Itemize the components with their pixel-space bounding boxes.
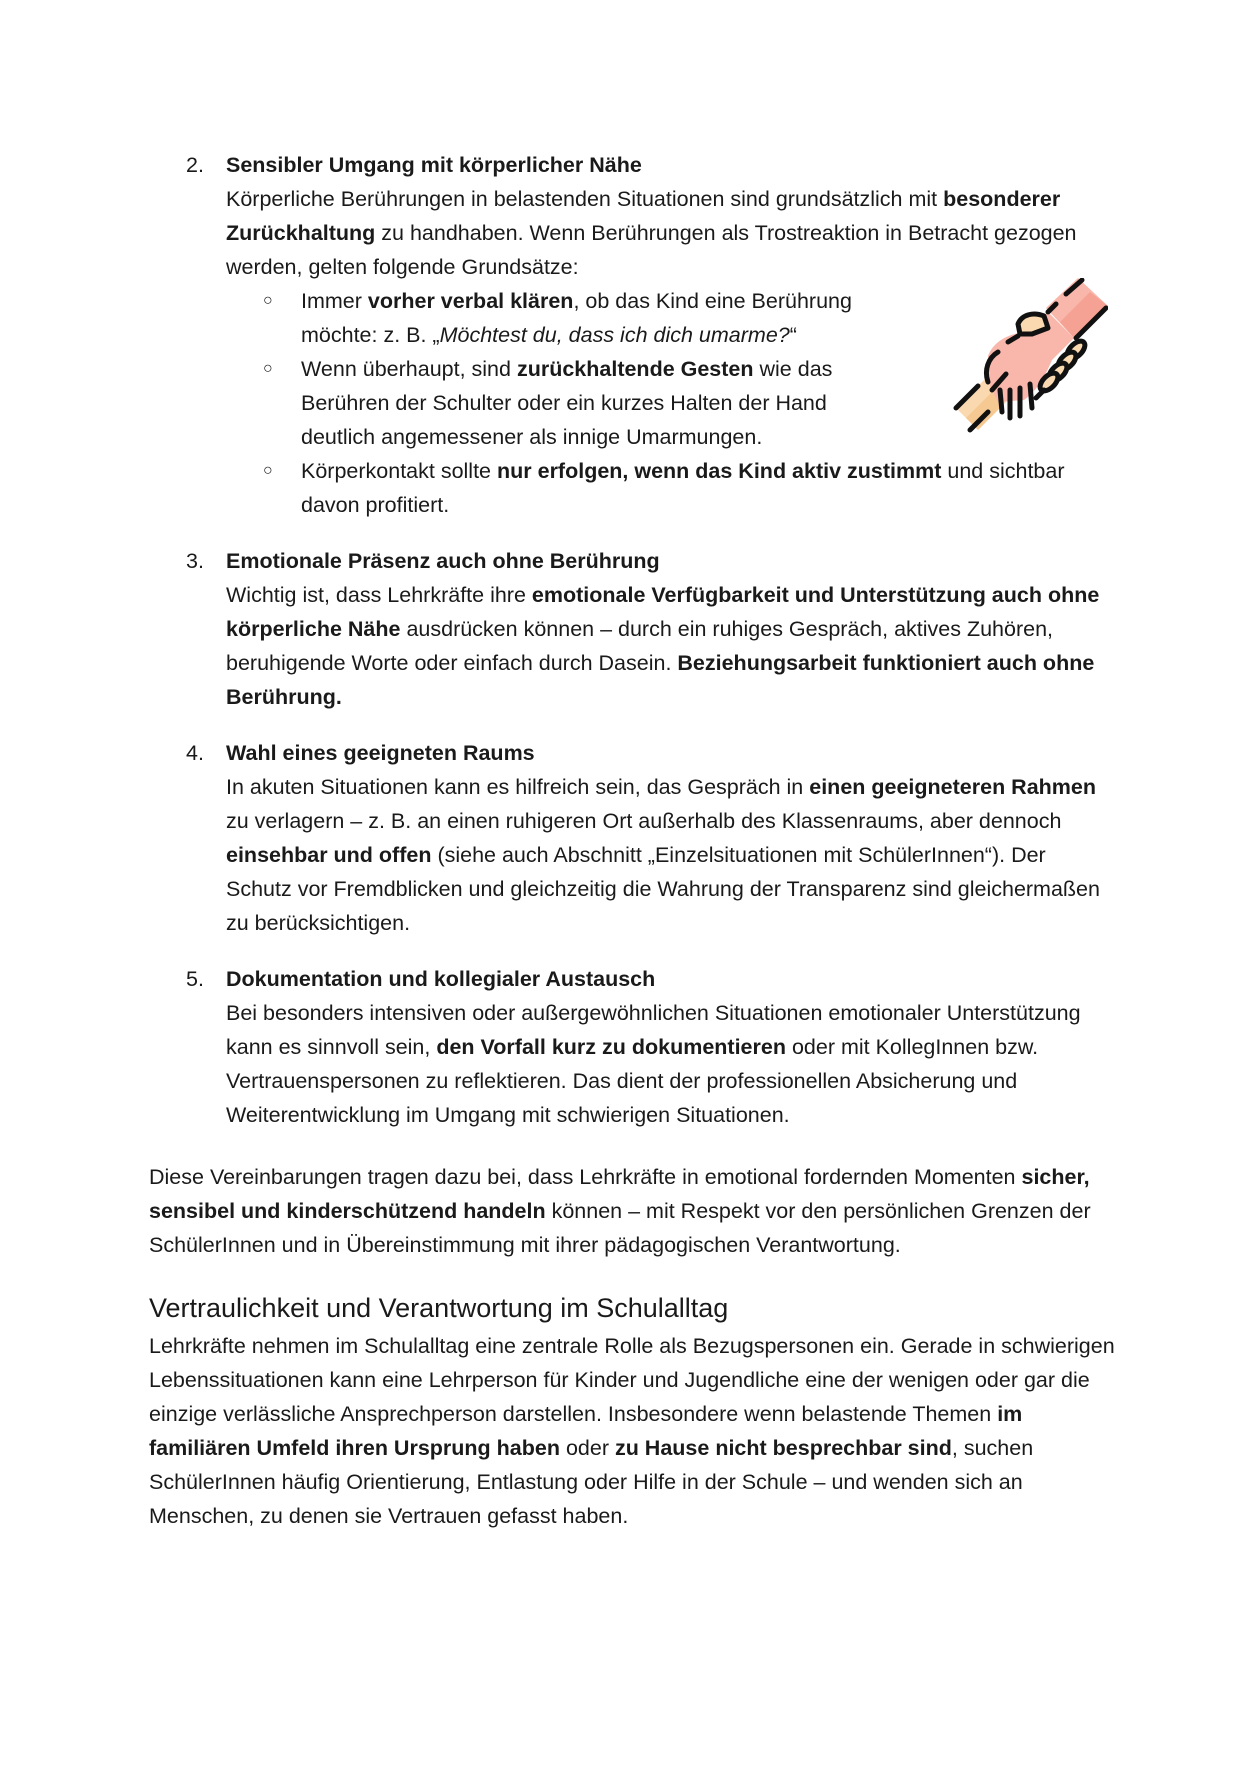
item-body [226, 996, 1116, 1132]
text-run: “ [789, 323, 797, 347]
text-run: oder mit KollegInnen bzw. Vertrauenspersonen zu reflektieren. Das dient der professionellen Absicherung und Weiterentwicklung im Umgang mit schwierigen Situationen. [226, 1035, 1039, 1127]
text-run: Wichtig ist, dass Lehrkräfte ihre [226, 583, 532, 607]
bold-run: einen geeigneteren Rahmen [809, 775, 1096, 799]
bold-run: zurückhaltende Gesten [516, 357, 754, 381]
section-heading: Vertraulichkeit und Verantwortung im Schulalltag [149, 1293, 729, 1323]
helping-hands-icon [948, 278, 1108, 438]
text-run: In akuten Situationen kann es hilfreich sein, das Gespräch in [226, 775, 810, 799]
section-paragraph [149, 1329, 1129, 1533]
bold-run: sicher, sensibel und kinderschützend handeln [149, 1165, 1090, 1223]
bold-run: zu Hause nicht besprechbar sind [614, 1436, 952, 1460]
thumb-shape [1018, 314, 1048, 334]
item-number: 2. [186, 153, 204, 177]
text-run: , suchen SchülerInnen häufig Orientierung, Entlastung oder Hilfe in der Schule – und wenden sich an Menschen, zu denen sie Vertrauen gefasst haben. [149, 1436, 1034, 1528]
bold-run: vorher verbal klären [367, 289, 574, 313]
item-body [226, 770, 1116, 940]
item-number: 5. [186, 967, 204, 991]
bold-run: nur erfolgen, wenn das Kind aktiv zustimmt [497, 459, 942, 483]
text-run: Wenn überhaupt, sind [301, 357, 517, 381]
text-run: Bei besonders intensiven oder außergewöhnlichen Situationen emotionaler Unterstützung kann es sinnvoll sein, [226, 1001, 1081, 1059]
bold-run: einsehbar und offen [226, 843, 432, 867]
list-item [186, 962, 1116, 1132]
hollow-bullet-icon: ○ [263, 462, 273, 479]
bold-run: emotionale Verfügbarkeit und Unterstützung auch ohne körperliche Nähe [226, 583, 1100, 641]
item-title: Sensibler Umgang mit körperlicher Nähe [226, 153, 642, 177]
text-run: Immer [301, 289, 368, 313]
text-run: Körperliche Berührungen in belastenden Situationen sind grundsätzlich mit [226, 187, 944, 211]
text-run: und sichtbar davon profitiert. [301, 459, 1065, 517]
text-run: können – mit Respekt vor den persönlichen Grenzen der SchülerInnen und in Übereinstimmung mit ihrer pädagogischen Verantwortung. [149, 1199, 1091, 1257]
item-number: 4. [186, 741, 204, 765]
item-title: Wahl eines geeigneten Raums [226, 741, 535, 765]
bold-run: besonderer Zurückhaltung [226, 187, 1061, 245]
text-run: Körperkontakt sollte [301, 459, 497, 483]
hollow-bullet-icon: ○ [263, 360, 273, 377]
item-body [226, 578, 1116, 714]
bold-run: den Vorfall kurz zu dokumentieren [436, 1035, 786, 1059]
list-item [186, 736, 1116, 940]
italic-quote: Möchtest du, dass ich dich umarme? [439, 323, 790, 347]
text-run: zu handhaben. Wenn Berührungen als Trostreaktion in Betracht gezogen werden, gelten folgende Grundsätze: [226, 221, 1077, 279]
bold-run: Beziehungsarbeit funktioniert auch ohne Berührung. [226, 651, 1095, 709]
sub-list-item [226, 454, 1116, 522]
text-run: Diese Vereinbarungen tragen dazu bei, dass Lehrkräfte in emotional fordernden Momenten [149, 1165, 1022, 1189]
text-run: (siehe auch Abschnitt „Einzelsituationen mit SchülerInnen“). Der Schutz vor Fremdblicken und gleichzeitig die Wahrung der Transparenz sind gleichermaßen zu berücksichtigen. [226, 843, 1100, 935]
sub-list-item [226, 284, 891, 352]
item-number: 3. [186, 549, 204, 573]
item-body [226, 182, 1116, 284]
closing-paragraph [149, 1160, 1129, 1262]
sub-list-item [226, 352, 891, 454]
text-run: zu verlagern – z. B. an einen ruhigeren Ort außerhalb des Klassenraums, aber dennoch [226, 809, 1062, 833]
list-item [186, 544, 1116, 714]
bold-run: im familiären Umfeld ihren Ursprung haben [149, 1402, 1023, 1460]
text-run: wie das Berühren der Schulter oder ein kurzes Halten der Hand deutlich angemessener als innige Umarmungen. [301, 357, 833, 449]
item-title: Emotionale Präsenz auch ohne Berührung [226, 549, 660, 573]
text-run: Lehrkräfte nehmen im Schulalltag eine zentrale Rolle als Bezugspersonen ein. Gerade in schwierigen Lebenssituationen kann eine Lehrperson für Kinder und Jugendliche eine der wenigen oder gar die einzige verlässliche Ansprechperson darstellen. Insbesondere wenn belastende Themen [149, 1334, 1115, 1426]
text-run: , ob das Kind eine Berührung möchte: z. B. „ [301, 289, 852, 347]
hollow-bullet-icon: ○ [263, 292, 273, 309]
item-title: Dokumentation und kollegialer Austausch [226, 967, 656, 991]
text-run: oder [559, 1436, 615, 1460]
text-run: ausdrücken können – durch ein ruhiges Gespräch, aktives Zuhören, beruhigende Worte oder einfach durch Dasein. [226, 617, 1054, 675]
